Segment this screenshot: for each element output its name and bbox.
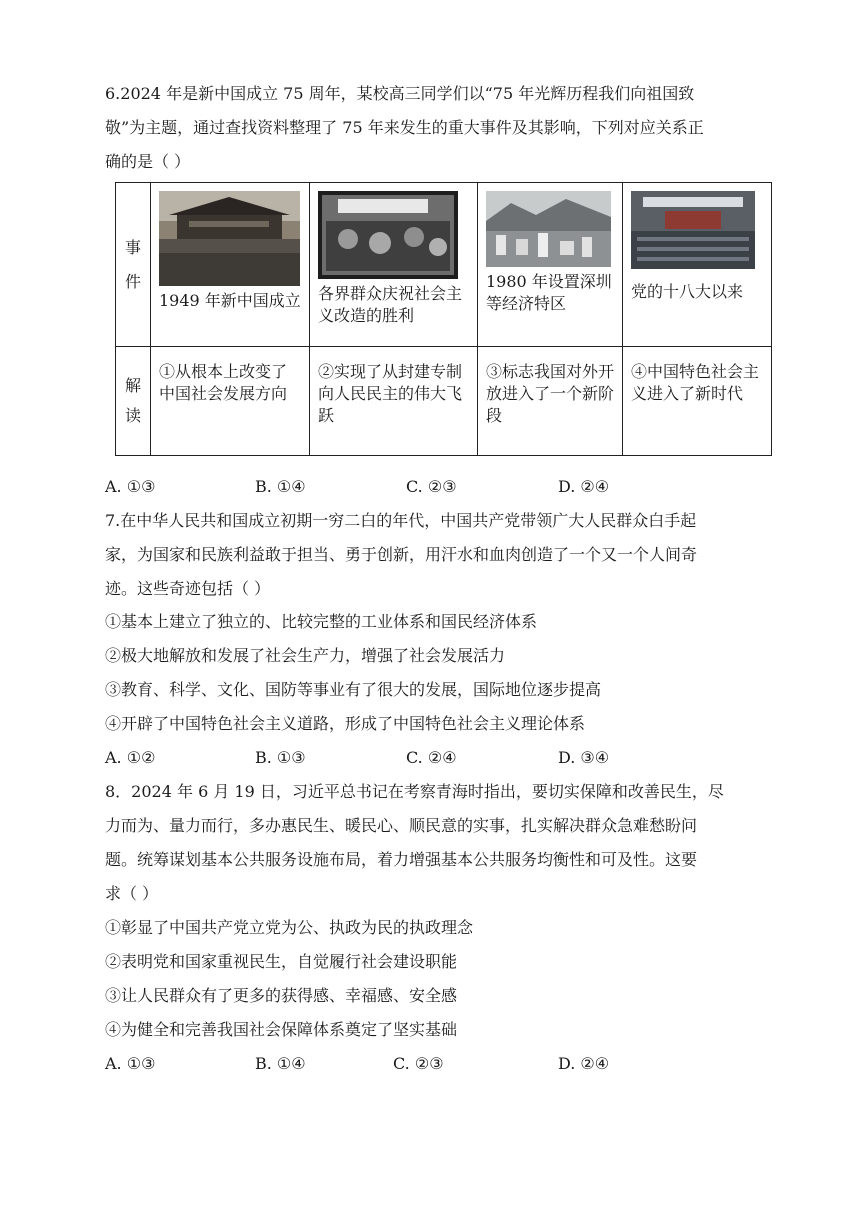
q7-statement-1: ①基本上建立了独立的、比较完整的工业体系和国民经济体系 [105, 612, 538, 631]
q7-options [105, 748, 745, 768]
q8-option-a[interactable]: A. ①③ [105, 1054, 156, 1073]
q6-event-2 [310, 183, 478, 347]
q6-event-2-caption: 各界群众庆祝社会主义改造的胜利 [318, 284, 463, 325]
q6-interpretation-header: 解读 [116, 347, 151, 456]
q8-stem-line-4: 求（ ） [105, 884, 159, 903]
q6-stem-line-3: 确的是（ ） [105, 152, 191, 171]
q6-option-b[interactable]: B. ①④ [255, 477, 306, 496]
q6-event-3 [478, 183, 623, 347]
q6-option-d[interactable]: D. ②④ [558, 477, 610, 496]
q6-event-row [116, 183, 772, 347]
congress-hall-photo [631, 191, 755, 269]
q8-stem-line-3: 题。统筹谋划基本公共服务设施布局，着力增强基本公共服务均衡性和可及性。这要 [105, 850, 698, 869]
q7-option-d[interactable]: D. ③④ [558, 748, 610, 767]
q7-statement-2: ②极大地解放和发展了社会生产力，增强了社会发展活力 [105, 646, 506, 665]
q8-options [105, 1054, 745, 1074]
q6-options [105, 477, 745, 497]
q8-option-c[interactable]: C. ②③ [393, 1054, 444, 1073]
q6-option-a[interactable]: A. ①③ [105, 477, 156, 496]
q6-option-c[interactable]: C. ②③ [406, 477, 457, 496]
q8-option-b[interactable]: B. ①④ [255, 1054, 306, 1073]
q6-event-1-caption: 1949 年新中国成立 [159, 291, 301, 310]
q6-interpretation-row [116, 347, 772, 456]
q7-stem-line-3: 迹。这些奇迹包括（ ） [105, 579, 271, 598]
q7-option-a[interactable]: A. ①② [105, 748, 156, 767]
q6-event-3-caption: 1980 年设置深圳等经济特区 [486, 272, 612, 313]
q6-event-1 [151, 183, 310, 347]
q7-stem-line-1: 7.在中华人民共和国成立初期一穷二白的年代，中国共产党带领广大人民群众白手起 [105, 511, 697, 530]
tiananmen-photo [159, 191, 300, 286]
q8-statement-2: ②表明党和国家重视民生，自觉履行社会建设职能 [105, 952, 458, 971]
q7-statement-4: ④开辟了中国特色社会主义道路，形成了中国特色社会主义理论体系 [105, 714, 586, 733]
q6-interpretation-1: ①从根本上改变了中国社会发展方向 [151, 347, 310, 456]
shenzhen-city-photo [486, 191, 611, 267]
q6-interpretation-3: ③标志我国对外开放进入了一个新阶段 [478, 347, 623, 456]
q8-option-d[interactable]: D. ②④ [558, 1054, 610, 1073]
q6-event-4-caption: 党的十八大以来 [631, 282, 744, 301]
q6-event-header: 事件 [116, 183, 151, 347]
q8-stem-line-2: 力而为、量力而行，多办惠民生、暖民心、顺民意的实事，扎实解决群众急难愁盼问 [105, 816, 698, 835]
q8-statement-3: ③让人民群众有了更多的获得感、幸福感、安全感 [105, 986, 458, 1005]
q6-interpretation-2: ②实现了从封建专制向人民民主的伟大飞跃 [310, 347, 478, 456]
q7-option-c[interactable]: C. ②④ [406, 748, 457, 767]
q6-stem-line-1: 6.2024 年是新中国成立 75 周年，某校高三同学们以“75 年光辉历程我们向祖国致 [105, 84, 695, 103]
q6-stem-line-2: 敬”为主题，通过查找资料整理了 75 年来发生的重大事件及其影响，下列对应关系正 [105, 118, 704, 137]
q6-event-4 [623, 183, 772, 347]
q8-stem-line-1: 8．2024 年 6 月 19 日，习近平总书记在考察青海时指出，要切实保障和改善民生，尽 [105, 782, 724, 801]
q7-stem-line-2: 家，为国家和民族利益敢于担当、勇于创新，用汗水和血肉创造了一个又一个人间奇 [105, 545, 698, 564]
q8-statement-4: ④为健全和完善我国社会保障体系奠定了坚实基础 [105, 1020, 458, 1039]
q7-statement-3: ③教育、科学、文化、国防等事业有了很大的发展，国际地位逐步提高 [105, 680, 602, 699]
q8-statement-1: ①彰显了中国共产党立党为公、执政为民的执政理念 [105, 918, 474, 937]
celebration-crowd-photo [318, 191, 458, 279]
q6-table [115, 182, 772, 456]
q6-interpretation-4: ④中国特色社会主义进入了新时代 [623, 347, 772, 456]
q7-option-b[interactable]: B. ①③ [255, 748, 306, 767]
